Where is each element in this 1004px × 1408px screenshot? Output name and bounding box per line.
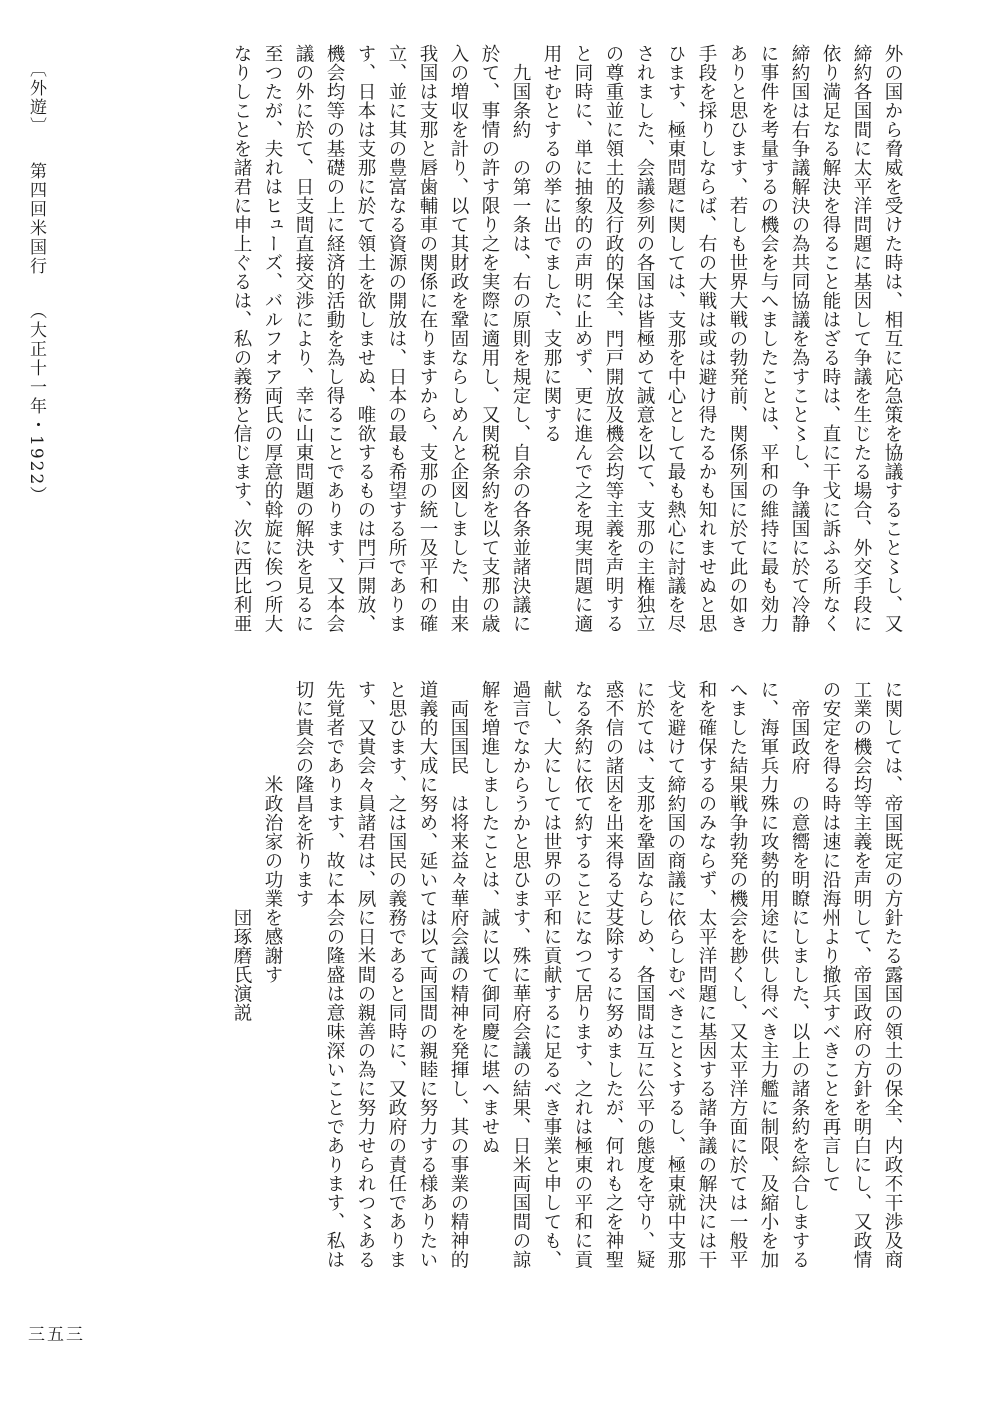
text-column: 戈を避けて締約国の商議に依らしむべきこと〻するし、極東就中支那 — [665, 680, 686, 1269]
text-column: 先覚者であります、故に本会の隆盛は意味深いことであります、私は — [324, 680, 345, 1269]
text-column: 団琢磨氏演説 — [231, 680, 252, 1022]
text-column: 献し、大にしては世界の平和に貢献するに足るべき事業と申しても、 — [541, 680, 562, 1269]
text-column: 用せむとするの挙に出でました、支那に関する — [541, 44, 562, 443]
running-footer — [24, 60, 49, 505]
text-column: の安定を得る時は速に沿海州より撤兵すべきことを再言して — [820, 680, 841, 1193]
text-column: 入の増収を計り、以て其財政を鞏固ならしめんと企図しました、由来 — [448, 44, 469, 633]
text-column: 議の外に於て、日支間直接交渉により、幸に山東問題の解決を見るに — [293, 44, 314, 633]
text-column: 九国条約 の第一条は、右の原則を規定し、自余の各条並諸決議に — [510, 44, 531, 633]
page-number: 三五三 — [28, 1325, 85, 1345]
text-column: に、海軍兵力殊に攻勢的用途に供し得べき主力艦に制限、及縮小を加 — [758, 680, 779, 1269]
text-column: 和を確保するのみならず、太平洋問題に基因する諸争議の解決には干 — [696, 680, 717, 1269]
text-column: 工業の機会均等主義を声明して、帝国政府の方針を明白にし、又政情 — [851, 680, 872, 1269]
text-column: に於ては、支那を鞏固ならしめ、各国間は互に公平の態度を守り、疑 — [634, 680, 655, 1269]
text-column: 依り満足なる解決を得ること能はざる時は、直に干戈に訴ふる所なく — [820, 44, 841, 633]
text-column: す、日本は支那に於て領土を欲しませぬ、唯欲するものは門戸開放、 — [355, 44, 376, 633]
lower-text-block — [88, 680, 908, 1300]
text-column: と同時に、単に抽象的の声明に止めず、更に進んで之を現実問題に適 — [572, 44, 593, 633]
text-column: なりしことを諸君に申上ぐるは、私の義務と信じます、次に西比利亜 — [231, 44, 252, 633]
text-column: の尊重並に領土的及行政的保全、門戸開放及機会均等主義を声明する — [603, 44, 624, 633]
text-column: 解を増進しましたことは、誠に以て御同慶に堪へませぬ — [479, 680, 500, 1155]
text-column: ひます、極東問題に関しては、支那を中心として最も熱心に討議を尽 — [665, 44, 686, 633]
text-column: 惑不信の諸因を出来得る丈芟除するに努めましたが、何れも之を神聖 — [603, 680, 624, 1269]
text-column: 両国国民 は将来益々華府会議の精神を発揮し、其の事業の精神的 — [448, 680, 469, 1269]
text-column: 締約各国間に太平洋問題に基因して争議を生じたる場合、外交手段に — [851, 44, 872, 633]
text-column: 立、並に其の豊富なる資源の開放は、日本の最も希望する所でありま — [386, 44, 407, 633]
upper-text-block — [88, 44, 908, 644]
text-column: 我国は支那と唇歯輔車の関係に在りますから、支那の統一及平和の確 — [417, 44, 438, 633]
text-column: なる条約に依て約することになつて居ります、之れは極東の平和に貢 — [572, 680, 593, 1269]
text-column: す、又貴会々員諸君は、夙に日米間の親善の為に努力せられつ〻ある — [355, 680, 376, 1269]
text-column: 締約国は右争議解決の為共同協議を為すこと〻し、争議国に於て冷静 — [789, 44, 810, 633]
text-column: ありと思ひます、若しも世界大戦の勃発前、関係列国に於て此の如き — [727, 44, 748, 633]
text-column: と思ひます、之は国民の義務であると同時に、又政府の責任でありま — [386, 680, 407, 1269]
text-column: 米政治家の功業を感謝す — [262, 680, 283, 984]
text-column: 過言でなからうかと思ひます、殊に華府会議の結果、日米両国間の諒 — [510, 680, 531, 1269]
text-column: 至つたが、夫れはヒューズ、バルフオア両氏の厚意的斡旋に俟つ所大 — [262, 44, 283, 633]
text-column: 帝国政府 の意嚮を明瞭にしました、以上の諸条約を綜合しまする — [789, 680, 810, 1269]
text-column: 切に貴会の隆昌を祈ります — [293, 680, 314, 908]
text-column: に事件を考量するの機会を与へましたことは、平和の維持に最も効力 — [758, 44, 779, 633]
text-column: 道義的大成に努め、延いては以て両国間の親睦に努力する様ありたい — [417, 680, 438, 1269]
text-column: に関しては、帝国既定の方針たる露国の領土の保全、内政不干渉及商 — [882, 680, 903, 1269]
text-column: 手段を採りしならば、右の大戦は或は避け得たるかも知れませぬと思 — [696, 44, 717, 633]
footer-chapter: 第四回米国行 — [26, 162, 46, 276]
text-column: 機会均等の基礎の上に経済的活動を為し得ることであります、又本会 — [324, 44, 345, 633]
footer-section: 〔外遊〕 — [26, 60, 46, 136]
footer-era: （大正十一年・1922） — [26, 302, 46, 506]
text-column: 外の国から脅威を受けた時は、相互に応急策を協議すること〻し、又 — [882, 44, 903, 633]
text-column: されました、会議参列の各国は皆極めて誠意を以て、支那の主権独立 — [634, 44, 655, 633]
text-column: へました結果戦争勃発の機会を尠くし、又太平洋方面に於ては一般平 — [727, 680, 748, 1269]
text-column: 於て、事情の許す限り之を実際に適用し、又関税条約を以て支那の歳 — [479, 44, 500, 633]
